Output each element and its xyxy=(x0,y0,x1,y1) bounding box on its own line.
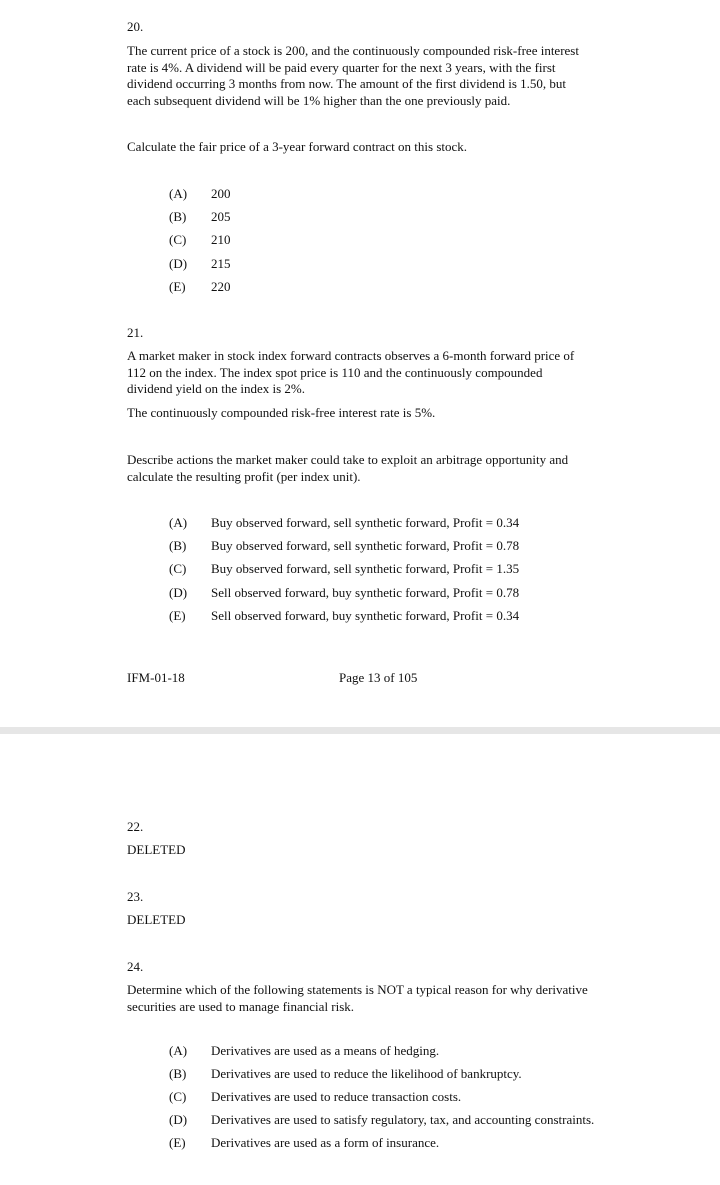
question-20-option-c[interactable] xyxy=(169,232,231,249)
page-separator xyxy=(0,727,720,734)
option-letter: (C) xyxy=(169,561,187,576)
option-text: Buy observed forward, sell synthetic forward, Profit = 0.78 xyxy=(211,538,520,553)
option-letter: (E) xyxy=(169,608,186,623)
question-21-rate-line: The continuously compounded risk-free interest rate is 5%. xyxy=(127,405,436,420)
question-22-number: 22. xyxy=(127,819,144,834)
option-text: Derivatives are used as a means of hedging. xyxy=(211,1043,440,1058)
question-24-option-b[interactable] xyxy=(169,1066,522,1083)
document-page-14 xyxy=(0,734,720,1185)
question-24-option-c[interactable] xyxy=(169,1089,461,1106)
question-20-option-a[interactable] xyxy=(169,186,231,203)
option-text: Sell observed forward, buy synthetic forward, Profit = 0.78 xyxy=(211,585,520,600)
question-20-prompt: Calculate the fair price of a 3-year forward contract on this stock. xyxy=(127,139,468,154)
stem-line: dividend occurring 3 months from now. The amount of the first dividend is 1.50, but xyxy=(127,76,567,91)
question-20-stem xyxy=(127,43,622,109)
stem-line: The current price of a stock is 200, and the continuously compounded risk-free interest xyxy=(127,43,579,58)
question-24-option-e[interactable] xyxy=(169,1135,439,1152)
question-20-option-d[interactable] xyxy=(169,256,231,273)
prompt-line: Describe actions the market maker could take to exploit an arbitrage opportunity and xyxy=(127,452,569,467)
option-text: Sell observed forward, buy synthetic forward, Profit = 0.34 xyxy=(211,608,520,623)
option-text: Derivatives are used to satisfy regulatory, tax, and accounting constraints. xyxy=(211,1112,595,1127)
option-letter: (D) xyxy=(169,256,188,271)
option-text: 220 xyxy=(211,279,231,294)
question-21-option-a[interactable] xyxy=(169,515,519,532)
option-letter: (A) xyxy=(169,186,188,201)
stem-line: rate is 4%. A dividend will be paid every quarter for the next 3 years, with the first xyxy=(127,59,556,75)
question-20-option-e[interactable] xyxy=(169,279,231,296)
question-20-option-b[interactable] xyxy=(169,209,231,226)
option-text: Buy observed forward, sell synthetic forward, Profit = 1.35 xyxy=(211,561,520,576)
option-letter: (B) xyxy=(169,538,187,553)
question-21-stem xyxy=(127,348,622,398)
option-letter: (D) xyxy=(169,1112,188,1127)
option-letter: (A) xyxy=(169,1043,188,1058)
question-24-option-d[interactable] xyxy=(169,1112,594,1129)
question-21-number: 21. xyxy=(127,325,144,340)
question-23-number: 23. xyxy=(127,889,144,904)
footer-exam-code: IFM-01-18 xyxy=(127,670,185,685)
question-23-deleted: DELETED xyxy=(127,912,186,927)
option-letter: (C) xyxy=(169,232,187,247)
prompt-line: calculate the resulting profit (per index unit). xyxy=(127,468,361,484)
option-text: 205 xyxy=(211,209,231,224)
option-letter: (B) xyxy=(169,209,187,224)
option-letter: (D) xyxy=(169,585,188,600)
stem-line: Determine which of the following statements is NOT a typical reason for why derivative xyxy=(127,982,588,997)
question-21-option-d[interactable] xyxy=(169,585,519,602)
question-20-number: 20. xyxy=(127,19,144,34)
option-letter: (E) xyxy=(169,279,186,294)
option-letter: (E) xyxy=(169,1135,186,1150)
question-24-stem xyxy=(127,982,637,1015)
option-text: Buy observed forward, sell synthetic forward, Profit = 0.34 xyxy=(211,515,520,530)
question-24-number: 24. xyxy=(127,959,144,974)
stem-line: A market maker in stock index forward contracts observes a 6-month forward price of xyxy=(127,348,575,363)
option-letter: (C) xyxy=(169,1089,187,1104)
option-text: 200 xyxy=(211,186,231,201)
question-24-option-a[interactable] xyxy=(169,1043,439,1060)
stem-line: each subsequent dividend will be 1% higher than the one previously paid. xyxy=(127,92,511,108)
question-21-option-b[interactable] xyxy=(169,538,519,555)
question-21-option-c[interactable] xyxy=(169,561,519,578)
stem-line: dividend yield on the index is 2%. xyxy=(127,381,306,396)
option-text: 215 xyxy=(211,256,231,271)
option-text: Derivatives are used to reduce the likelihood of bankruptcy. xyxy=(211,1066,522,1081)
option-text: Derivatives are used as a form of insurance. xyxy=(211,1135,440,1150)
option-text: 210 xyxy=(211,232,231,247)
question-21-prompt xyxy=(127,452,622,485)
option-letter: (A) xyxy=(169,515,188,530)
footer-page-number: Page 13 of 105 xyxy=(339,670,418,685)
stem-line: 112 on the index. The index spot price is 110 and the continuously compounded xyxy=(127,364,543,380)
option-letter: (B) xyxy=(169,1066,187,1081)
stem-line: securities are used to manage financial risk. xyxy=(127,998,355,1014)
question-22-deleted: DELETED xyxy=(127,842,186,857)
option-text: Derivatives are used to reduce transaction costs. xyxy=(211,1089,462,1104)
question-21-option-e[interactable] xyxy=(169,608,519,625)
